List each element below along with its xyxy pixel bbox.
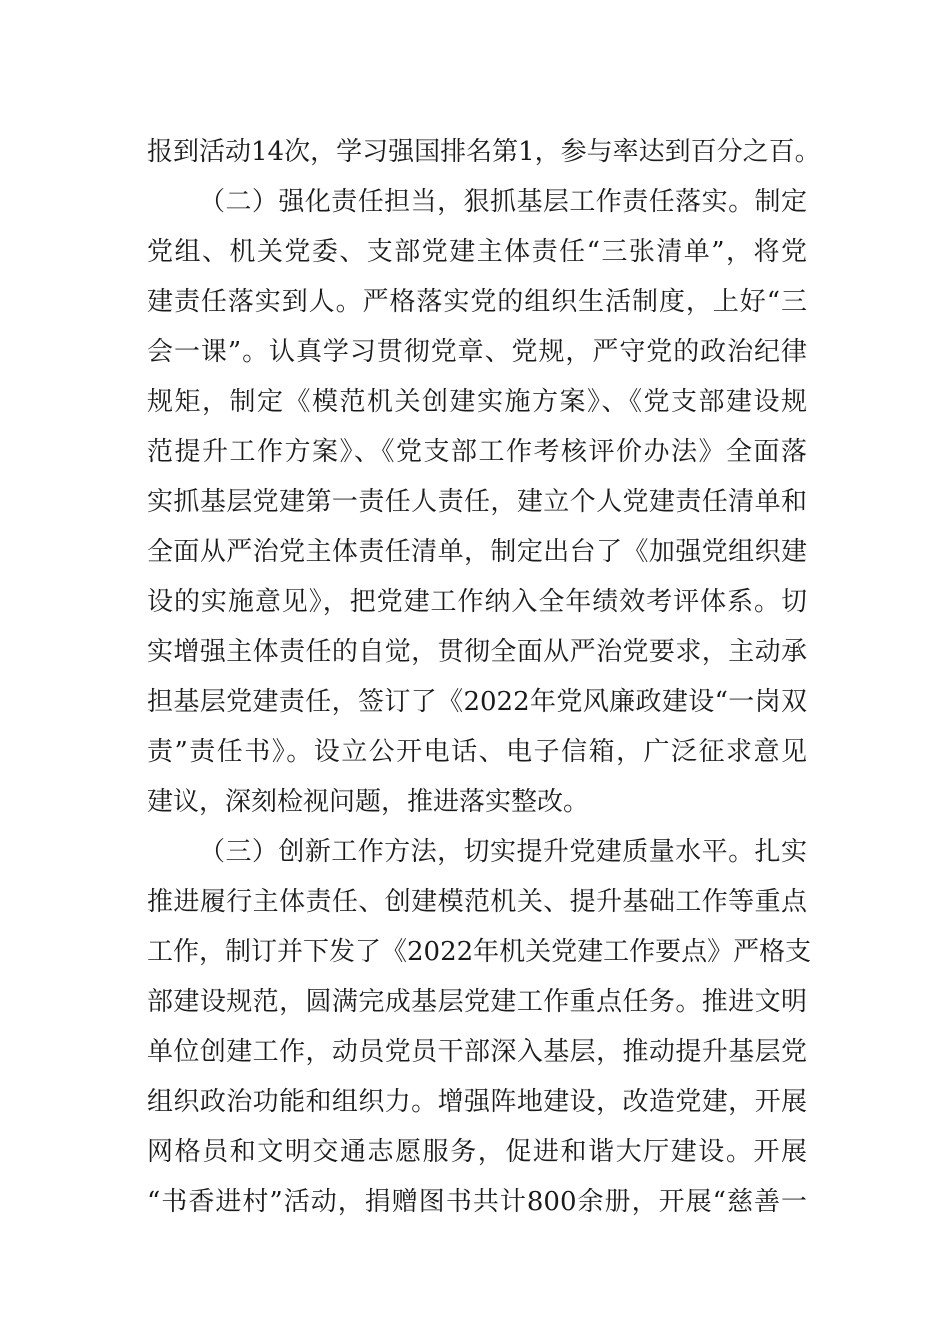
text-line: 工作，制订并下发了《2022年机关党建工作要点》严格支 [147,937,812,967]
section-heading-line: （三）创新工作方法，切实提升党建质量水平。扎实 [199,837,807,867]
text-line: 单位创建工作，动员党员干部深入基层，推动提升基层党 [147,1037,807,1067]
text-line: 实增强主体责任的自觉，贯彻全面从严治党要求，主动承 [147,637,807,667]
text-line: 范提升工作方案》、《党支部工作考核评价办法》全面落 [147,437,807,467]
text-line: 建责任落实到人。严格落实党的组织生活制度，上好“三 [147,287,807,317]
text-line: 推进履行主体责任、创建模范机关、提升基础工作等重点 [147,887,807,917]
text-line: 建议，深刻检视问题，推进落实整改。 [147,787,590,817]
text-line: 全面从严治党主体责任清单，制定出台了《加强党组织建 [147,537,807,567]
text-line: 担基层党建责任，签订了《2022年党风廉政建设“一岗双 [147,687,807,717]
text-line: 实抓基层党建第一责任人责任，建立个人党建责任清单和 [147,487,807,517]
text-line: 会一课”。认真学习贯彻党章、党规，严守党的政治纪律 [147,337,807,367]
text-line: 报到活动14次，学习强国排名第1，参与率达到百分之百。 [147,137,821,167]
text-line: 党组、机关党委、支部党建主体责任“三张清单”，将党 [147,237,807,267]
text-line: 组织政治功能和组织力。增强阵地建设，改造党建，开展 [147,1087,807,1117]
text-line: 网格员和文明交通志愿服务，促进和谐大厅建设。开展 [147,1137,807,1167]
text-line: 规矩，制定《模范机关创建实施方案》、《党支部建设规 [147,387,807,417]
text-line: 部建设规范，圆满完成基层党建工作重点任务。推进文明 [147,987,807,1017]
text-line: 责”责任书》。设立公开电话、电子信箱，广泛征求意见 [147,737,807,767]
section-heading-line: （二）强化责任担当，狠抓基层工作责任落实。制定 [199,187,807,217]
text-line: “书香进村”活动，捐赠图书共计800余册，开展“慈善一 [147,1187,807,1217]
text-line: 设的实施意见》，把党建工作纳入全年绩效考评体系。切 [147,587,807,617]
